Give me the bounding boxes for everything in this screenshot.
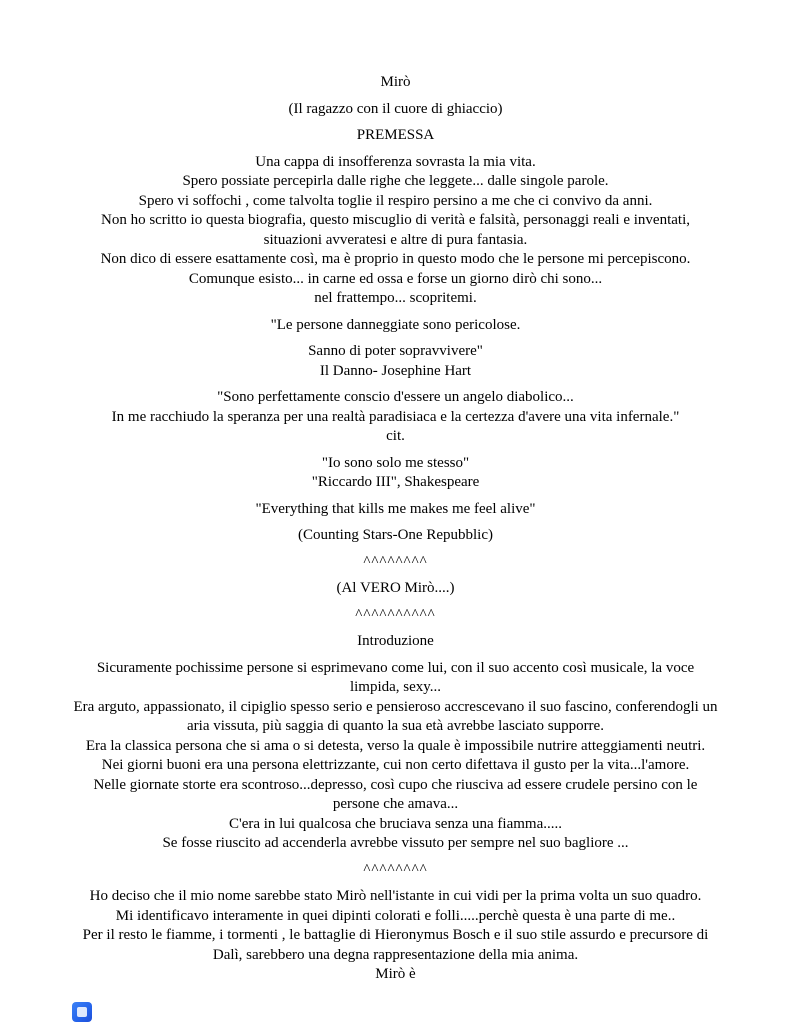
paragraph-closing: Ho deciso che il mio nome sarebbe stato Mirò nell'istante in cui vidi per la prima volta un suo quadro. Mi identificavo interamente in quei dipinti colorati e folli.....perchè questa è una parte di me.. Per il resto le fiamme, i tormenti , le battaglie di Hieronymus Bosch e il suo stile assurdo e precursore di Dalì, sarebbero una degna rappresentazione della mia anima. Mirò è <box>82 888 709 982</box>
dedication-line: (Al VERO Mirò....) <box>336 580 455 596</box>
section-heading-introduzione: Introduzione <box>357 633 434 649</box>
section-heading-premessa: PREMESSA <box>356 127 435 143</box>
quote-riccardo-iii: "Io sono solo me stesso" "Riccardo III", Shakespeare <box>311 454 480 490</box>
separator-carets-1: ^^^^^^^^ <box>363 553 428 570</box>
document-title: Mirò <box>380 74 411 90</box>
paragraph-introduzione: Sicuramente pochissime persone si esprimevano come lui, con il suo accento così musicale, la voce limpida, sexy... Era arguto, appassionato, il cipiglio spesso serio e pensieroso accrescevano il suo fascino, conferendogli un aria vissuta, più saggia di quanto la sua età avrebbe lasciato supporre. Era la classica persona che si ama o si detesta, verso la quale è impossibile nutrire atteggiamenti neutri. Nei giorni buoni era una persona elettrizzante, cui non certo difettava il gusto per la vita...l'amore. Nelle giornate storte era scontroso...depresso, così cupo che riusciva ad essere crudele persino con le persone che amava... C'era in lui qualcosa che bruciava senza una fiamma..... Se fosse riuscito ad accenderla avrebbe vissuto per sempre nel suo bagliore ... <box>73 659 718 851</box>
document-brand-icon <box>72 1002 92 1022</box>
paragraph-premessa: Una cappa di insofferenza sovrasta la mia vita. Spero possiate percepirla dalle righe che leggete... dalle singole parole. Spero vi soffochi , come talvolta toglie il respiro persino a me che ci convivo da anni. Non ho scritto io questa biografia, questo miscuglio di verità e falsità, personaggi reali e inventati, situazioni avveratesi e altre di pura fantasia. Non dico di essere esattamente così, ma è proprio in questo modo che le persone mi percepiscono. Comunque esisto... in carne ed ossa e forse un giorno dirò chi sono... nel frattempo... scopritemi. <box>100 153 691 306</box>
quote-counting-stars-attribution: (Counting Stars-One Repubblic) <box>298 527 493 543</box>
quote-counting-stars: "Everything that kills me makes me feel alive" <box>255 500 536 517</box>
document-content <box>72 0 720 985</box>
quote-damaged-people-continuation: Sanno di poter sopravvivere" Il Danno- Josephine Hart <box>308 343 483 379</box>
quote-damaged-people: "Le persone danneggiate sono pericolose. <box>270 316 521 333</box>
document-subtitle: (Il ragazzo con il cuore di ghiaccio) <box>288 100 503 117</box>
separator-carets-2: ^^^^^^^^^^ <box>355 606 436 623</box>
quote-diabolic-angel: "Sono perfettamente conscio d'essere un angelo diabolico... In me racchiudo la speranza per una realtà paradisiaca e la certezza d'avere una vita infernale." cit. <box>111 389 680 444</box>
separator-carets-3: ^^^^^^^^ <box>363 861 428 878</box>
